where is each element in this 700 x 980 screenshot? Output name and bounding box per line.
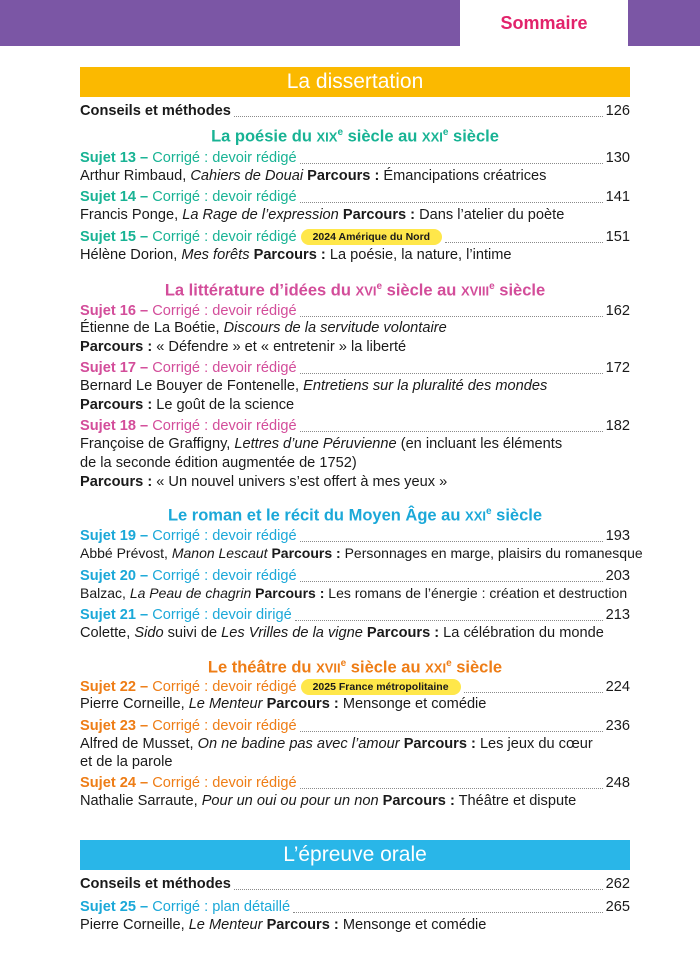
century-sup: e <box>486 506 492 517</box>
sujet-type: Corrigé : plan détaillé <box>152 899 291 915</box>
sujet-label: Sujet 20 <box>80 568 136 584</box>
author: Francis Ponge, <box>80 207 183 223</box>
work-title: Le Menteur <box>188 696 263 712</box>
dot-leader <box>234 889 603 890</box>
sujet-dash: – <box>135 718 153 734</box>
section-title-text: La poésie du <box>211 127 317 146</box>
dot-leader <box>300 202 603 203</box>
author: Pierre Corneille, <box>80 696 189 712</box>
sujet-dash: – <box>135 229 153 245</box>
sujet-label: Sujet 22 <box>80 679 136 695</box>
author: Bernard Le Bouyer de Fontenelle, <box>80 378 304 394</box>
sujet-15-details <box>80 245 630 265</box>
author: Balzac, <box>80 585 130 601</box>
work-title: La Peau de chagrin <box>129 585 252 601</box>
sujet-label: Sujet 15 <box>80 229 136 245</box>
sujet-label: Sujet 13 <box>80 150 136 166</box>
parcours-label: Parcours : <box>267 545 341 561</box>
century-sup: e <box>446 658 452 669</box>
work-note: (en incluant les éléments <box>396 436 563 452</box>
toc-row-sujet-21[interactable] <box>80 605 630 625</box>
sujet-21-details <box>80 623 630 643</box>
sujet-20-details <box>80 583 630 603</box>
sujet-23-details-line2 <box>80 752 630 772</box>
toc-row-conseils-2[interactable] <box>80 874 630 894</box>
section-title-text: siècle au <box>382 281 461 300</box>
sujet-type: Corrigé : devoir rédigé <box>152 189 297 205</box>
parcours-label: Parcours : <box>262 917 339 933</box>
dot-leader <box>293 912 603 913</box>
dot-leader <box>234 116 603 117</box>
parcours-label: Parcours : <box>262 696 339 712</box>
author: Étienne de La Boétie, <box>80 320 224 336</box>
author: Abbé Prévost, <box>80 545 172 561</box>
sujet-type: Corrigé : devoir rédigé <box>152 718 297 734</box>
parcours-text: « Un nouvel univers s’est offert à mes yeux » <box>152 474 448 490</box>
sujet-dash: – <box>135 303 153 319</box>
section-title-poesie <box>80 122 630 149</box>
dot-leader <box>300 373 603 374</box>
sujet-label: Sujet 21 <box>80 607 136 623</box>
parcours-text: Les jeux du cœur <box>475 736 593 752</box>
sujet-label: Sujet 14 <box>80 189 136 205</box>
century: XVI <box>355 283 377 299</box>
sujet-17-parcours <box>80 395 630 415</box>
sujet-22-details <box>80 694 630 714</box>
sujet-dash: – <box>135 189 153 205</box>
page-number: 130 <box>605 150 630 166</box>
parcours-label: Parcours : <box>80 339 153 355</box>
sujet-type: Corrigé : devoir dirigé <box>152 607 292 623</box>
page-number: 141 <box>605 189 630 205</box>
sujet-16-parcours <box>80 337 630 357</box>
parcours-label: Parcours : <box>249 247 326 263</box>
sujet-16-details <box>80 318 630 338</box>
sujet-25-details <box>80 915 630 935</box>
century: XVII <box>316 660 341 676</box>
dot-leader <box>300 316 603 317</box>
work-title: Le Menteur <box>188 917 263 933</box>
page-number: 265 <box>605 899 630 915</box>
sujet-dash: – <box>135 607 153 623</box>
section-title-text: siècle <box>451 658 503 677</box>
toc-row-conseils-1[interactable] <box>80 101 630 121</box>
sujet-19-details <box>80 543 643 563</box>
sujet-24-details <box>80 791 630 811</box>
page-number: 193 <box>605 528 630 544</box>
parcours-text: Mensonge et comédie <box>338 696 487 712</box>
dot-leader <box>300 431 603 432</box>
sommaire-tab[interactable]: Sommaire <box>460 0 628 47</box>
sujet-label: Sujet 25 <box>80 899 136 915</box>
page-number: 182 <box>605 418 630 434</box>
page-number: 126 <box>605 103 630 119</box>
toc-row-sujet-17[interactable] <box>80 358 630 378</box>
dot-leader <box>464 692 603 693</box>
exam-badge: 2024 Amérique du Nord <box>301 229 442 245</box>
parcours-text: Le goût de la science <box>152 397 295 413</box>
section-title-text: siècle au <box>346 658 426 677</box>
work-title: Cahiers de Douai <box>190 168 304 184</box>
sujet-label: Sujet 17 <box>80 360 136 376</box>
work-title: La Rage de l’expression <box>182 207 339 223</box>
parcours-text: Personnages en marge, plaisirs du romanesque <box>340 545 643 561</box>
sujet-type: Corrigé : devoir rédigé <box>152 303 297 319</box>
section-title-text: siècle au <box>343 127 422 146</box>
sujet-dash: – <box>135 568 153 584</box>
toc-row-sujet-13[interactable] <box>80 148 630 168</box>
page-number: 151 <box>605 229 630 245</box>
dot-leader <box>300 731 603 732</box>
parcours-text: La célébration du monde <box>439 625 604 641</box>
dot-leader <box>300 541 603 542</box>
author: Colette, <box>80 625 135 641</box>
century-sup: e <box>442 127 449 138</box>
sujet-dash: – <box>135 150 153 166</box>
toc-row-sujet-18[interactable] <box>80 416 630 436</box>
sujet-18-details <box>80 434 630 454</box>
section-title-text: Le théâtre du <box>207 658 317 677</box>
author: Pierre Corneille, <box>80 917 189 933</box>
toc-label: Conseils et méthodes <box>80 103 231 119</box>
sujet-17-details <box>80 376 630 396</box>
sujet-type: Corrigé : devoir rédigé <box>152 679 297 695</box>
section-title-text: siècle <box>448 127 499 146</box>
sujet-label: Sujet 16 <box>80 303 136 319</box>
sujet-dash: – <box>135 775 153 791</box>
parcours-text: La poésie, la nature, l’intime <box>325 247 512 263</box>
toc-row-sujet-14[interactable] <box>80 187 630 207</box>
dot-leader <box>445 242 603 243</box>
work-title: Entretiens sur la pluralité des mondes <box>303 378 548 394</box>
page-number: 224 <box>605 679 630 695</box>
sujet-type: Corrigé : devoir rédigé <box>152 360 297 376</box>
parcours-label: Parcours : <box>303 168 380 184</box>
parcours-text: « Défendre » et « entretenir » la liberté <box>152 339 407 355</box>
author: Françoise de Graffigny, <box>80 436 235 452</box>
sujet-14-details <box>80 205 630 225</box>
section-title-text: siècle <box>491 506 543 525</box>
section-title-roman <box>80 501 630 528</box>
sujet-type: Corrigé : devoir rédigé <box>152 775 297 791</box>
toc-label: Conseils et méthodes <box>80 876 231 892</box>
sujet-type: Corrigé : devoir rédigé <box>152 229 297 245</box>
sujet-type: Corrigé : devoir rédigé <box>152 150 297 166</box>
sujet-type: Corrigé : devoir rédigé <box>152 528 297 544</box>
section-title-text: La littérature d’idées du <box>164 281 356 300</box>
page-number: 162 <box>605 303 630 319</box>
page-number: 213 <box>605 607 630 623</box>
page-number: 172 <box>605 360 630 376</box>
work-title: Pour un oui ou pour un non <box>201 793 379 809</box>
sujet-dash: – <box>135 418 153 434</box>
century-sup: e <box>376 281 383 292</box>
work-title-2: Les Vrilles de la vigne <box>221 625 363 641</box>
sujet-dash: – <box>135 899 153 915</box>
century-sup: e <box>337 127 344 138</box>
toc-row-sujet-23[interactable] <box>80 716 630 736</box>
parcours-text-cont: et de la parole <box>80 754 173 770</box>
parcours-label: Parcours : <box>80 474 153 490</box>
century: XXI <box>465 508 486 524</box>
dot-leader <box>300 788 603 789</box>
exam-badge: 2025 France métropolitaine <box>301 679 461 695</box>
page-number: 262 <box>605 876 630 892</box>
work-title: Mes forêts <box>181 247 250 263</box>
sujet-23-details <box>80 734 630 754</box>
sujet-label: Sujet 18 <box>80 418 136 434</box>
sujet-dash: – <box>135 360 153 376</box>
section-title-text: siècle <box>494 281 546 300</box>
dot-leader <box>295 620 603 621</box>
work-title: On ne badine pas avec l’amour <box>197 736 400 752</box>
work-title: Manon Lescaut <box>171 545 268 561</box>
sujet-label: Sujet 23 <box>80 718 136 734</box>
work-note: de la seconde édition augmentée de 1752) <box>80 455 357 471</box>
toc-row-sujet-15[interactable] <box>80 227 630 247</box>
sujet-label: Sujet 19 <box>80 528 136 544</box>
parcours-text: Émancipations créatrices <box>379 168 547 184</box>
page-number: 248 <box>605 775 630 791</box>
century-sup: e <box>340 658 347 669</box>
dot-leader <box>300 581 603 582</box>
toc-row-sujet-25[interactable] <box>80 897 630 917</box>
century: XVIII <box>460 283 490 299</box>
author: Hélène Dorion, <box>80 247 182 263</box>
parcours-label: Parcours : <box>338 207 416 223</box>
section-title-idees <box>80 276 630 303</box>
sujet-dash: – <box>135 679 153 695</box>
work-title: Discours de la servitude volontaire <box>223 320 447 336</box>
parcours-label: Parcours : <box>80 397 153 413</box>
sujet-dash: – <box>135 528 153 544</box>
parcours-label: Parcours : <box>362 625 440 641</box>
section-title-theatre <box>80 653 630 680</box>
page-number: 203 <box>605 568 630 584</box>
century: XXI <box>425 660 447 676</box>
parcours-text: Mensonge et comédie <box>338 917 487 933</box>
sujet-18-parcours <box>80 472 630 492</box>
toc-row-sujet-24[interactable] <box>80 773 630 793</box>
part-banner-oral: L’épreuve orale <box>80 840 630 870</box>
section-title-text: Le roman et le récit du Moyen Âge au <box>167 506 466 525</box>
part-banner-dissertation: La dissertation <box>80 67 630 97</box>
sujet-type: Corrigé : devoir rédigé <box>152 568 297 584</box>
parcours-text: Dans l’atelier du poète <box>415 207 565 223</box>
work-title: Sido <box>134 625 164 641</box>
author: Nathalie Sarraute, <box>80 793 202 809</box>
dot-leader <box>300 163 603 164</box>
page-number: 236 <box>605 718 630 734</box>
author: Arthur Rimbaud, <box>80 168 191 184</box>
parcours-text: Les romans de l’énergie : création et destruction <box>324 585 628 601</box>
sujet-label: Sujet 24 <box>80 775 136 791</box>
parcours-label: Parcours : <box>378 793 455 809</box>
parcours-text: Théâtre et dispute <box>454 793 577 809</box>
work-connector: suivi de <box>163 625 222 641</box>
parcours-label: Parcours : <box>251 585 325 601</box>
author: Alfred de Musset, <box>80 736 198 752</box>
sujet-18-details-line2 <box>80 453 630 473</box>
sujet-type: Corrigé : devoir rédigé <box>152 418 297 434</box>
work-title: Lettres d’une Péruvienne <box>234 436 397 452</box>
century: XXI <box>421 129 443 145</box>
parcours-label: Parcours : <box>399 736 476 752</box>
century: XIX <box>316 129 338 145</box>
century-sup: e <box>489 281 495 292</box>
sujet-13-details <box>80 166 630 186</box>
